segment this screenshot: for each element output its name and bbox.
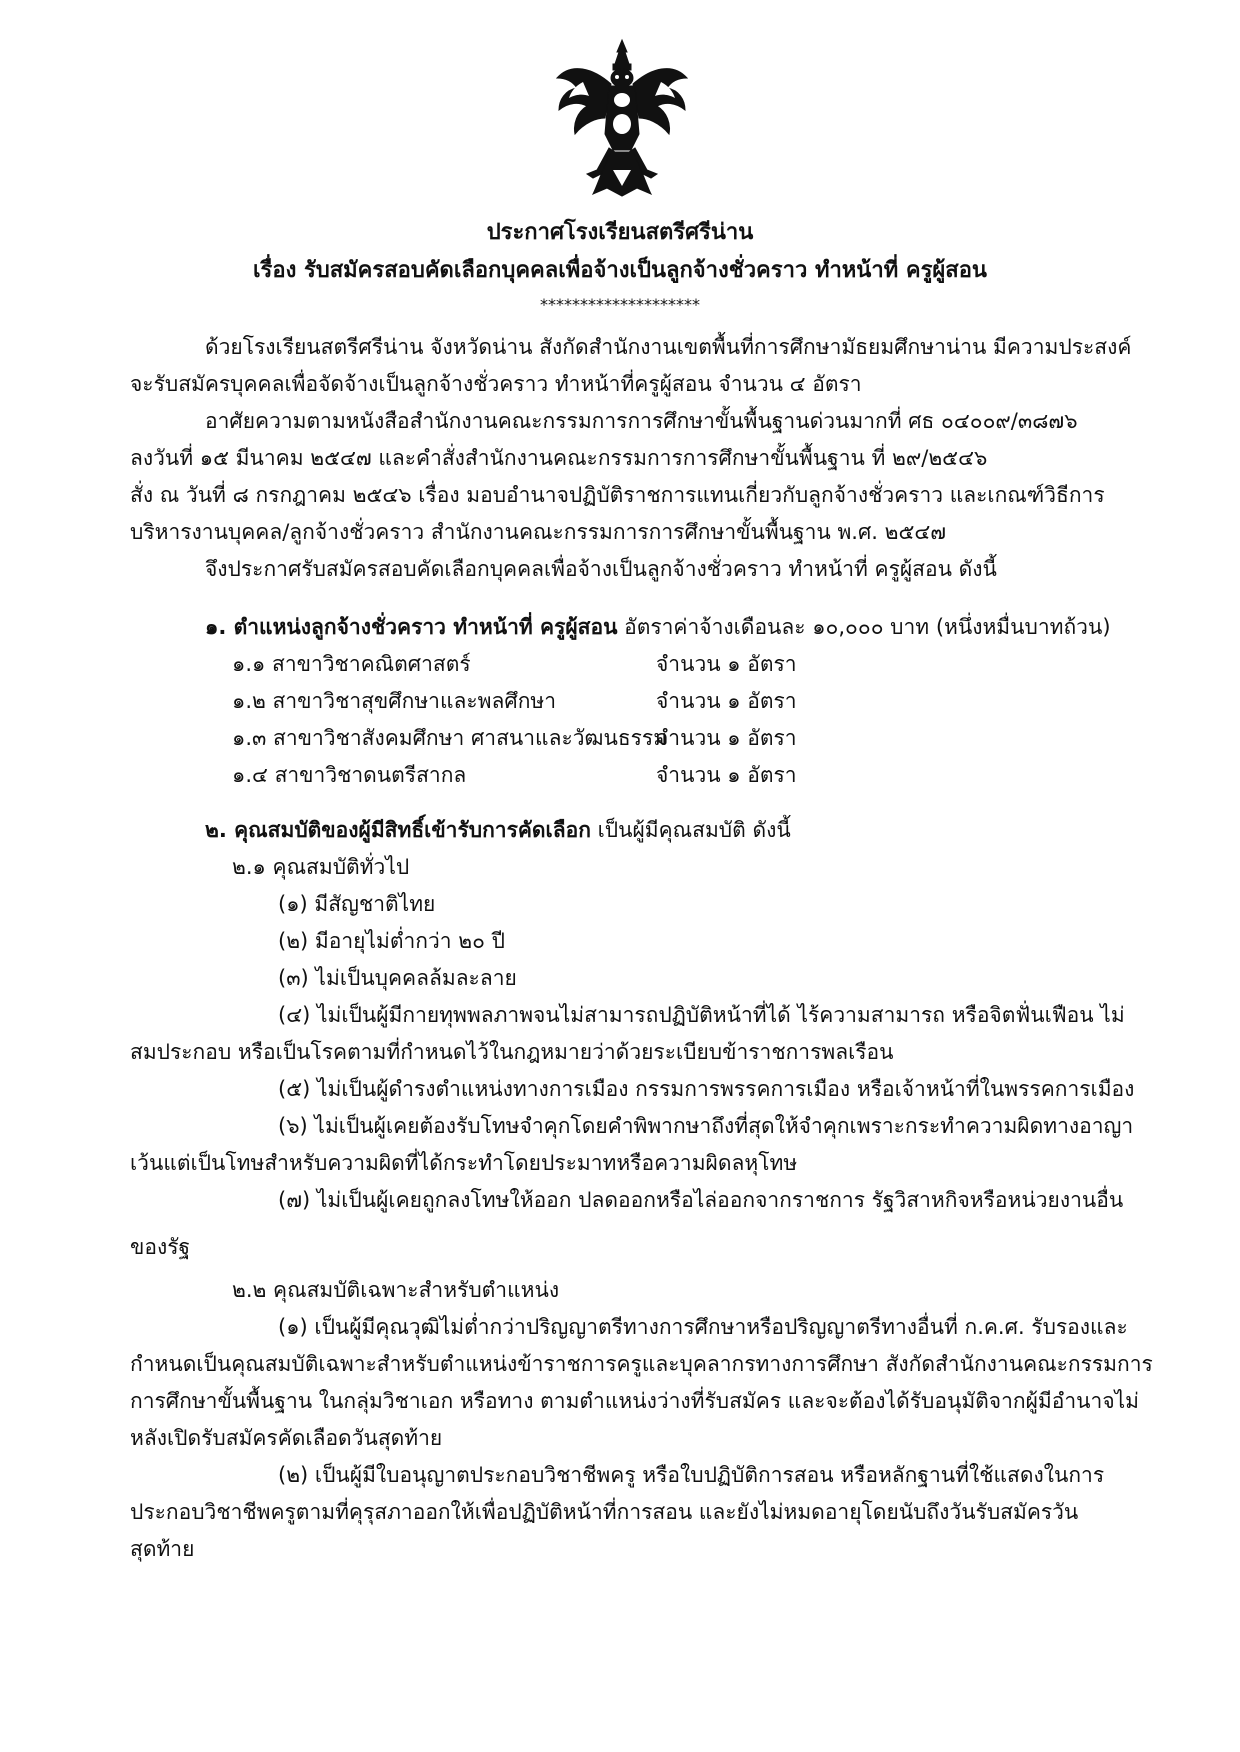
general-qualification-6-line-2: เว้นแต่เป็นโทษสำหรับความผิดที่ได้กระทำโดยประมาทหรือความผิดลหุโทษ xyxy=(130,1151,798,1175)
general-qualification-4-line-2: สมประกอบ หรือเป็นโรคตามที่กำหนดไว้ในกฎหมายว่าด้วยระเบียบข้าราชการพลเรือน xyxy=(130,1040,894,1064)
section-2-heading-bold: ๒. คุณสมบัติของผู้มีสิทธิ์เข้ารับการคัดเลือก xyxy=(205,818,591,842)
specific-qualification-2-line-3: สุดท้าย xyxy=(130,1537,195,1561)
general-qualifications-title: ๒.๑ คุณสมบัติทั่วไป xyxy=(232,855,410,879)
specific-qualification-2-line-2: ประกอบวิชาชีพครูตามที่คุรุสภาออกให้เพื่อปฏิบัติหน้าที่การสอน และยังไม่หมดอายุโดยนับถึงวันรับสมัครวัน xyxy=(130,1500,1079,1524)
intro-paragraph-2-line-4: บริหารงานบุคคล/ลูกจ้างชั่วคราว สำนักงานคณะกรรมการการศึกษาขั้นพื้นฐาน พ.ศ. ๒๕๔๗ xyxy=(130,520,947,544)
general-qualification-6-line-1: (๖) ไม่เป็นผู้เคยต้องรับโทษจำคุกโดยคำพิพากษาถึงที่สุดให้จำคุกเพราะกระทำความผิดทางอาญา xyxy=(278,1114,1134,1138)
specific-qualification-1-line-4: หลังเปิดรับสมัครคัดเลือดวันสุดท้าย xyxy=(130,1426,443,1450)
intro-paragraph-1-line-2: จะรับสมัครบุคคลเพื่อจัดจ้างเป็นลูกจ้างชั่วคราว ทำหน้าที่ครูผู้สอน จำนวน ๔ อัตรา xyxy=(130,372,862,396)
specific-qualification-1-line-1: (๑) เป็นผู้มีคุณวุฒิไม่ต่ำกว่าปริญญาตรีทางการศึกษาหรือปริญญาตรีทางอื่นที่ ก.ค.ศ. รับรองและ xyxy=(278,1315,1128,1339)
position-count: จำนวน ๑ อัตรา xyxy=(656,726,797,750)
garuda-emblem xyxy=(553,38,691,198)
position-name: ๑.๓ สาขาวิชาสังคมศึกษา ศาสนาและวัฒนธรรม xyxy=(232,726,668,750)
specific-qualification-1-line-3: การศึกษาขั้นพื้นฐาน ในกลุ่มวิชาเอก หรือทาง ตามตำแหน่งว่างที่รับสมัคร และจะต้องได้รับอนุมัติจากผู้มีอำนาจไม่ xyxy=(130,1389,1140,1413)
general-qualification-5: (๕) ไม่เป็นผู้ดำรงตำแหน่งทางการเมือง กรรมการพรรคการเมือง หรือเจ้าหน้าที่ในพรรคการเมือง xyxy=(278,1077,1135,1101)
specific-qualifications-title: ๒.๒ คุณสมบัติเฉพาะสำหรับตำแหน่ง xyxy=(232,1278,560,1302)
position-count: จำนวน ๑ อัตรา xyxy=(656,652,797,676)
specific-qualification-1-line-2: กำหนดเป็นคุณสมบัติเฉพาะสำหรับตำแหน่งข้าราชการครูและบุคลากรทางการศึกษา สังกัดสำนักงานคณะกรรมการ xyxy=(130,1352,1153,1376)
section-1-heading-bold: ๑. ตำแหน่งลูกจ้างชั่วคราว ทำหน้าที่ ครูผู้สอน xyxy=(205,615,618,639)
position-count: จำนวน ๑ อัตรา xyxy=(656,689,797,713)
position-count: จำนวน ๑ อัตรา xyxy=(656,763,797,787)
intro-paragraph-2-line-1: อาศัยความตามหนังสือสำนักงานคณะกรรมการการศึกษาขั้นพื้นฐานด่วนมากที่ ศธ ๐๔๐๐๙/๓๘๗๖ xyxy=(205,409,1078,433)
document-subject: เรื่อง รับสมัครสอบคัดเลือกบุคคลเพื่อจ้างเป็นลูกจ้างชั่วคราว ทำหน้าที่ ครูผู้สอน xyxy=(253,258,987,283)
section-2-heading xyxy=(205,815,791,845)
position-name: ๑.๑ สาขาวิชาคณิตศาสตร์ xyxy=(232,652,471,676)
intro-paragraph-3: จึงประกาศรับสมัครสอบคัดเลือกบุคคลเพื่อจ้างเป็นลูกจ้างชั่วคราว ทำหน้าที่ ครูผู้สอน ดังนี้ xyxy=(205,557,997,581)
general-qualification-1: (๑) มีสัญชาติไทย xyxy=(278,892,436,916)
title-separator: ******************** xyxy=(540,295,700,314)
general-qualification-4-line-1: (๔) ไม่เป็นผู้มีกายทุพพลภาพจนไม่สามารถปฏิบัติหน้าที่ได้ ไร้ความสามารถ หรือจิตฟั่นเฟือน ไม่ xyxy=(278,1003,1125,1027)
general-qualification-7-line-2: ของรัฐ xyxy=(130,1235,191,1259)
specific-qualification-2-line-1: (๒) เป็นผู้มีใบอนุญาตประกอบวิชาชีพครู หรือใบปฏิบัติการสอน หรือหลักฐานที่ใช้แสดงในการ xyxy=(278,1463,1105,1487)
section-1-heading xyxy=(205,612,1111,642)
general-qualification-3: (๓) ไม่เป็นบุคคลล้มละลาย xyxy=(278,966,517,990)
position-name: ๑.๒ สาขาวิชาสุขศึกษาและพลศึกษา xyxy=(232,689,557,713)
intro-paragraph-2-line-2: ลงวันที่ ๑๕ มีนาคม ๒๕๔๗ และคำสั่งสำนักงานคณะกรรมการการศึกษาขั้นพื้นฐาน ที่ ๒๙/๒๕๔๖ xyxy=(130,446,988,470)
intro-paragraph-2-line-3: สั่ง ณ วันที่ ๘ กรกฎาคม ๒๕๔๖ เรื่อง มอบอำนาจปฏิบัติราชการแทนเกี่ยวกับลูกจ้างชั่วคราว และเกณฑ์วิธีการ xyxy=(130,483,1105,507)
general-qualification-2: (๒) มีอายุไม่ต่ำกว่า ๒๐ ปี xyxy=(278,929,505,953)
intro-paragraph-1-line-1: ด้วยโรงเรียนสตรีศรีน่าน จังหวัดน่าน สังกัดสำนักงานเขตพื้นที่การศึกษามัธยมศึกษาน่าน มีความประสงค์ xyxy=(205,335,1132,359)
general-qualification-7-line-1: (๗) ไม่เป็นผู้เคยถูกลงโทษให้ออก ปลดออกหรือไล่ออกจากราชการ รัฐวิสาหกิจหรือหน่วยงานอื่น xyxy=(278,1188,1124,1212)
section-2-heading-rest: เป็นผู้มีคุณสมบัติ ดังนี้ xyxy=(590,818,791,842)
section-1-heading-rest: อัตราค่าจ้างเดือนละ ๑๐,๐๐๐ บาท (หนึ่งหมื่นบาทถ้วน) xyxy=(617,615,1111,639)
position-name: ๑.๔ สาขาวิชาดนตรีสากล xyxy=(232,763,467,787)
document-title: ประกาศโรงเรียนสตรีศรีน่าน xyxy=(486,220,754,245)
